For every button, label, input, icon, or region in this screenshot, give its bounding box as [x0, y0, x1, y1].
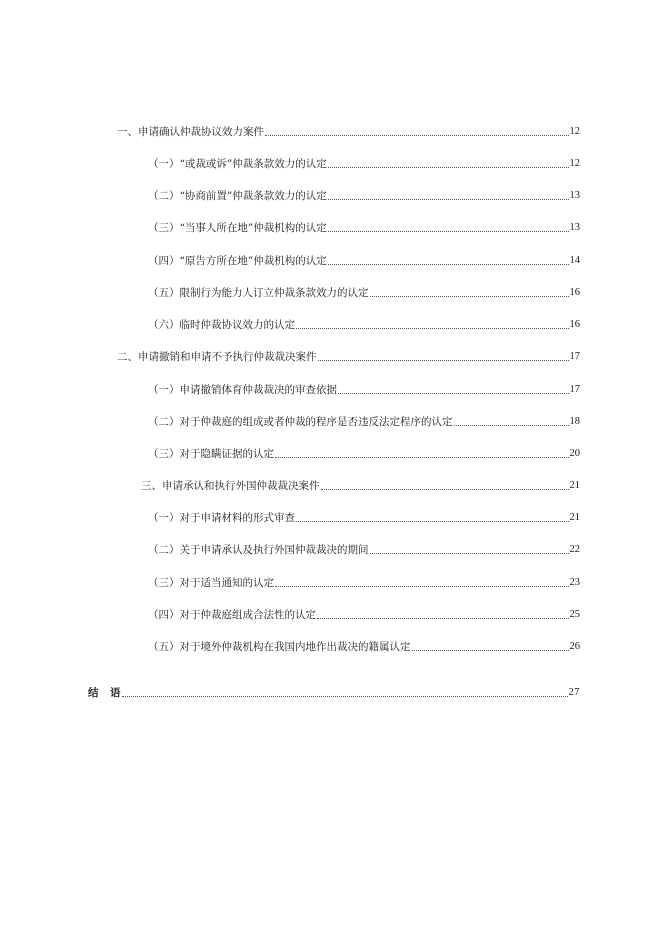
- toc-entry-title: （二）关于申请承认及执行外国仲裁裁决的期间: [148, 544, 369, 556]
- toc-entry-title: （一）对于申请材料的形式审查: [148, 512, 295, 524]
- toc-page-number: 18: [569, 416, 580, 427]
- dot-leader: [296, 521, 569, 522]
- toc-page-number: 16: [569, 287, 580, 298]
- toc-page-number: 14: [569, 255, 580, 266]
- toc-entry-3-1[interactable]: [148, 511, 580, 525]
- toc-entry-1-6[interactable]: [148, 318, 580, 332]
- dot-leader: [318, 360, 569, 361]
- toc-page-number: 22: [569, 544, 580, 555]
- toc-entry-title: （五）对于境外仲裁机构在我国内地作出裁决的籍属认定: [148, 641, 411, 653]
- toc-entry-title: （三）对于适当通知的认定: [148, 577, 274, 589]
- toc-entry-title: 二、申请撤销和申请不予执行仲裁裁决案件: [117, 351, 317, 363]
- toc-entry-title: （四）对于仲裁庭组成合法性的认定: [148, 609, 316, 621]
- toc-page-number: 21: [569, 480, 580, 491]
- toc-entry-1-3[interactable]: [148, 221, 580, 235]
- toc-page-number: 12: [569, 158, 580, 169]
- dot-leader: [328, 199, 569, 200]
- toc-entry-title: （三）“当事人所在地”仲裁机构的认定: [148, 222, 327, 234]
- toc-entry-2-2[interactable]: [148, 415, 580, 429]
- dot-leader: [454, 425, 569, 426]
- dot-leader: [328, 231, 569, 232]
- toc-page-number: 27: [568, 687, 580, 698]
- toc-entry-1-4[interactable]: [148, 254, 580, 268]
- toc-page-number: 26: [569, 641, 580, 652]
- toc-entry-conclusion[interactable]: [88, 686, 580, 700]
- dot-leader: [275, 457, 569, 458]
- toc-entry-title: 结 语: [88, 687, 121, 699]
- toc-page-number: 21: [569, 512, 580, 523]
- toc-entry-3-5[interactable]: [148, 640, 580, 654]
- toc-entry-title: 一、申请确认仲裁协议效力案件: [117, 126, 264, 138]
- toc-entry-3-3[interactable]: [148, 576, 580, 590]
- toc-page-number: 25: [569, 609, 580, 620]
- toc-entry-section-1[interactable]: [117, 125, 580, 139]
- toc-entry-title: （一）“或裁或诉”仲裁条款效力的认定: [148, 158, 327, 170]
- toc-page-number: 16: [569, 319, 580, 330]
- dot-leader: [275, 586, 569, 587]
- toc-entry-1-1[interactable]: [148, 157, 580, 171]
- dot-leader: [265, 135, 569, 136]
- dot-leader: [412, 650, 569, 651]
- toc-entry-2-3[interactable]: [148, 447, 580, 461]
- toc-entry-title: （一）申请撤销体育仲裁裁决的审查依据: [148, 384, 337, 396]
- dot-leader: [338, 393, 569, 394]
- toc-entry-title: （三）对于隐瞒证据的认定: [148, 448, 274, 460]
- toc-entry-title: 三、申请承认和执行外国仲裁裁决案件: [141, 480, 320, 492]
- toc-entry-3-4[interactable]: [148, 608, 580, 622]
- toc-page-number: 23: [569, 577, 580, 588]
- toc-entry-1-5[interactable]: [148, 286, 580, 300]
- dot-leader: [122, 696, 568, 697]
- dot-leader: [321, 489, 569, 490]
- toc-page-number: 17: [569, 384, 580, 395]
- toc-entry-3-2[interactable]: [148, 543, 580, 557]
- toc-entry-title: （四）“原告方所在地”仲裁机构的认定: [148, 255, 327, 267]
- dot-leader: [296, 328, 569, 329]
- toc-entry-2-1[interactable]: [148, 383, 580, 397]
- toc-entry-1-2[interactable]: [148, 189, 580, 203]
- toc-page-number: 13: [569, 190, 580, 201]
- toc-entry-title: （六）临时仲裁协议效力的认定: [148, 319, 295, 331]
- dot-leader: [328, 264, 569, 265]
- toc-entry-title: （二）“协商前置”仲裁条款效力的认定: [148, 190, 327, 202]
- toc-page-number: 20: [569, 448, 580, 459]
- toc-entry-section-3[interactable]: [141, 479, 580, 493]
- dot-leader: [317, 618, 569, 619]
- toc-entry-section-2[interactable]: [117, 350, 580, 364]
- toc-page-number: 17: [569, 351, 580, 362]
- toc-page-number: 12: [569, 126, 580, 137]
- dot-leader: [370, 553, 569, 554]
- toc-page-number: 13: [569, 222, 580, 233]
- toc-entry-title: （五）限制行为能力人订立仲裁条款效力的认定: [148, 287, 369, 299]
- dot-leader: [370, 296, 569, 297]
- toc-entry-title: （二）对于仲裁庭的组成或者仲裁的程序是否违反法定程序的认定: [148, 416, 453, 428]
- dot-leader: [328, 167, 569, 168]
